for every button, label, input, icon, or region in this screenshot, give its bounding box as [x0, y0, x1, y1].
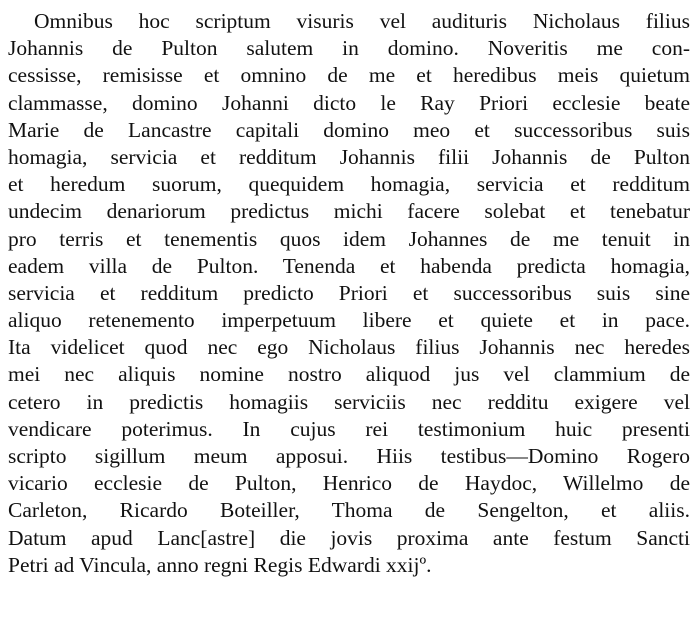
text-line: cetero in predictis homagiis serviciis nec redditu exigere vel [8, 389, 690, 414]
text-line: et heredum suorum, quequidem homagia, servicia et redditum [8, 172, 690, 197]
text-line: pro terris et tenementis quos idem Johannes de me tenuit in [8, 226, 690, 251]
charter-text [8, 8, 690, 579]
text-line: undecim denariorum predictus michi facere solebat et tenebatur [8, 199, 690, 224]
text-line: clammasse, domino Johanni dicto le Ray Priori ecclesie beate [8, 90, 690, 115]
text-line: servicia et redditum predicto Priori et successoribus suis sine [8, 280, 690, 305]
text-line: scripto sigillum meum apposui. Hiis testibus—Domino Rogero [8, 444, 690, 468]
text-line: Carleton, Ricardo Boteiller, Thoma de Sengelton, et aliis. [8, 498, 690, 523]
text-line: Marie de Lancastre capitali domino meo et successoribus suis [8, 117, 690, 142]
text-line: mei nec aliquis nomine nostro aliquod jus vel clammium de [8, 362, 690, 387]
text-line: homagia, servicia et redditum Johannis filii Johannis de Pulton [8, 144, 690, 169]
text-line: Ita videlicet quod nec ego Nicholaus filius Johannis nec heredes [8, 335, 690, 360]
text-line: eadem villa de Pulton. Tenenda et habenda predicta homagia, [8, 253, 690, 278]
text-line: Johannis de Pulton salutem in domino. Noveritis me con- [8, 36, 690, 61]
text-line: Datum apud Lanc[astre] die jovis proxima ante festum Sancti [8, 525, 690, 550]
text-line: Omnibus hoc scriptum visuris vel audituris Nicholaus filius [34, 9, 690, 33]
text-line: aliquo retenemento imperpetuum libere et quiete et in pace. [8, 308, 690, 333]
text-line: Petri ad Vincula, anno regni Regis Edwardi xxijº. [8, 552, 432, 577]
text-line: vicario ecclesie de Pulton, Henrico de Haydoc, Willelmo de [8, 471, 690, 496]
text-line: vendicare poterimus. In cujus rei testimonium huic presenti [8, 416, 690, 441]
text-line: cessisse, remisisse et omnino de me et heredibus meis quietum [8, 63, 690, 88]
